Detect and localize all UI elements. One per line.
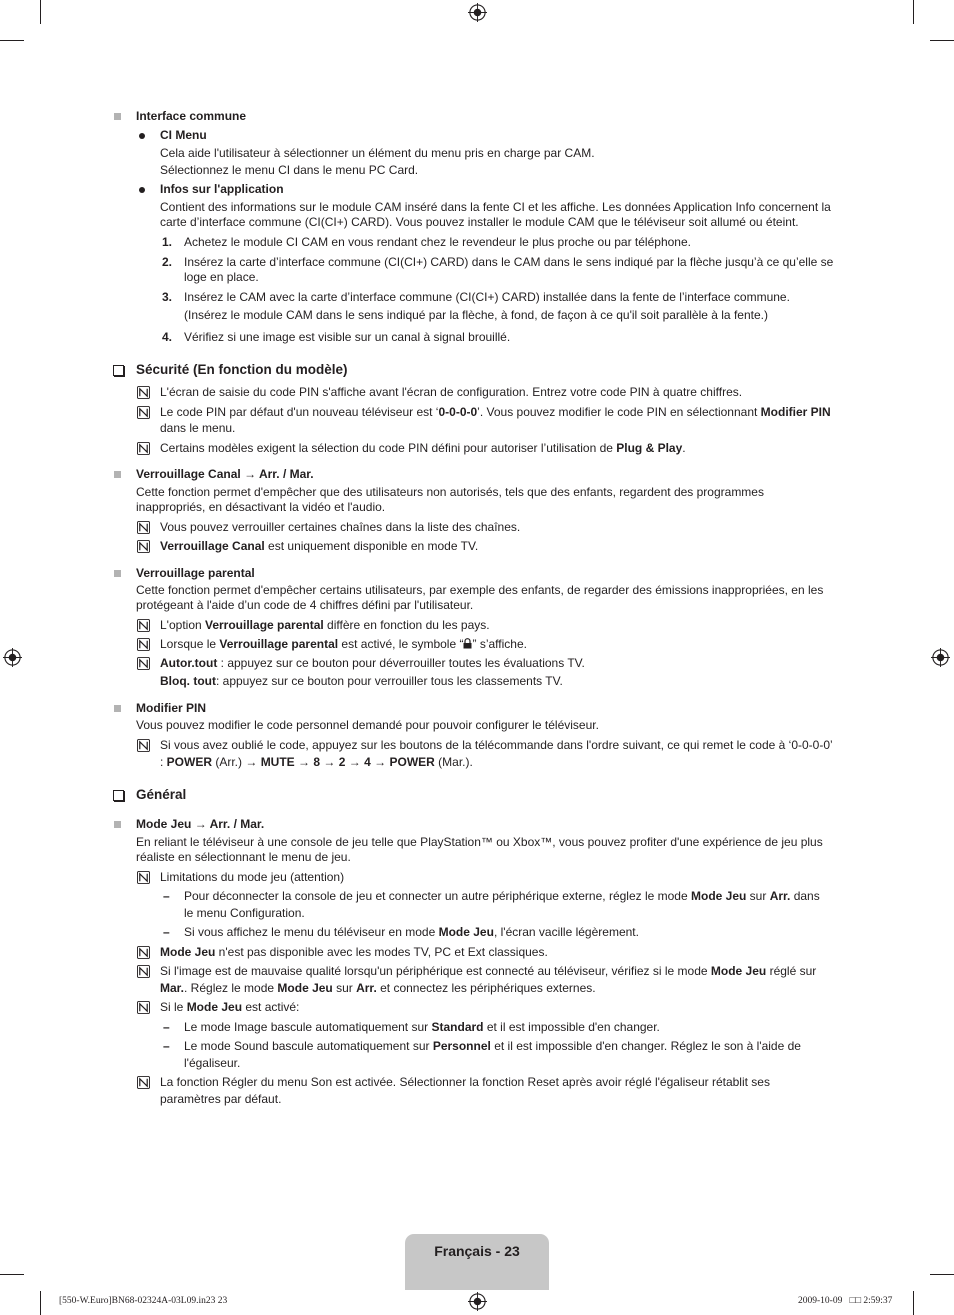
page-number-tab	[405, 1234, 549, 1290]
print-date: 2009-10-09 □□ 2:59:37	[798, 1296, 893, 1306]
note-icon	[137, 619, 150, 632]
note-text: Verrouillage Canal est uniquement disponible en mode TV.	[160, 539, 479, 553]
ci-menu-title: CI Menu	[160, 128, 207, 142]
dash-text: Le mode Sound bascule automatiquement sur Personnel et il est impossible d'en changer. Réglez le son à l'aide de	[184, 1039, 801, 1053]
general-heading: Général	[136, 787, 187, 802]
crop-mark	[40, 1291, 41, 1315]
note-icon	[137, 1001, 150, 1014]
step-text: Achetez le module CI CAM en vous rendant chez le revendeur le plus proche ou par téléphone.	[184, 235, 691, 249]
bullet-dot-icon	[139, 187, 145, 193]
dash-text: le menu Configuration.	[184, 906, 305, 920]
step-text: Insérez la carte d’interface commune (CI(CI+) CARD) dans le CAM dans le sens indiqué par la flèche jusqu’à ce qu’elle se loge en place.	[184, 255, 834, 284]
step-number: 4.	[162, 330, 173, 344]
note-icon	[137, 521, 150, 534]
dash-bullet: –	[163, 925, 170, 939]
app-info-title: Infos sur l'application	[160, 182, 284, 196]
mode-jeu-text: En reliant le téléviseur à une console de jeu telle que PlayStation™ ou Xbox™, vous pouvez profiter d'une expérience de jeu plus réaliste en sélectionnant le menu de jeu.	[136, 835, 823, 864]
registration-mark-icon	[468, 3, 487, 22]
note-icon	[137, 406, 150, 419]
dash-bullet: –	[163, 1020, 170, 1034]
note-icon	[137, 739, 150, 752]
note-icon	[137, 946, 150, 959]
note-text: La fonction Régler du menu Son est activée. Sélectionner la fonction Reset après avoir réglé l'égaliseur rétablit ses	[160, 1075, 770, 1089]
note-text: Lorsque le Verrouillage parental est activé, le symbole “ ” s’affiche.	[160, 637, 527, 651]
registration-mark-icon	[468, 1292, 487, 1311]
section-bullet-icon	[114, 471, 121, 478]
print-file-info: [550-W.Euro]BN68-02324A-03L09.in23 23	[59, 1296, 228, 1306]
step-text: (Insérez le module CAM dans le sens indiqué par la flèche, à fond, de façon à ce qu'il soit parallèle à la fente.)	[184, 308, 768, 322]
dash-text: Pour déconnecter la console de jeu et connecter un autre périphérique externe, réglez le mode Mode Jeu sur Arr. dans	[184, 889, 820, 903]
dash-text: Si vous affichez le menu du téléviseur en mode Mode Jeu, l'écran vacille légèrement.	[184, 925, 639, 939]
section-checkbox-icon	[113, 790, 124, 801]
verrouillage-canal-title: Verrouillage Canal → Arr. / Mar.	[136, 467, 314, 481]
verrouillage-parental-text: Cette fonction permet d'empêcher certains utilisateurs, par exemple des enfants, de regarder des émissions inappropriées, en les protégeant à l'aide d’un code de 4 chiffres défini par l'utilisateur.	[136, 583, 824, 612]
crop-mark	[913, 0, 914, 24]
note-text: Vous pouvez verrouiller certaines chaînes dans la liste des chaînes.	[160, 520, 521, 534]
note-text: Le code PIN par défaut d'un nouveau téléviseur est ‘0-0-0-0’. Vous pouvez modifier le code PIN en sélectionnant Modifier PIN	[160, 405, 831, 419]
modifier-pin-text: Vous pouvez modifier le code personnel demandé pour pouvoir configurer le téléviseur.	[136, 718, 599, 732]
crop-mark	[913, 1291, 914, 1315]
note-text: Si l'image est de mauvaise qualité lorsqu'un périphérique est connecté au téléviseur, vérifiez si le mode Mode Jeu réglé sur	[160, 964, 817, 978]
note-icon	[137, 965, 150, 978]
note-icon	[137, 540, 150, 553]
note-text: Autor.tout : appuyez sur ce bouton pour déverrouiller toutes les évaluations TV.	[160, 656, 585, 670]
section-bullet-icon	[114, 113, 121, 120]
dash-bullet: –	[163, 889, 170, 903]
ci-menu-line: Cela aide l'utilisateur à sélectionner un élément du menu pris en charge par CAM.	[160, 146, 595, 160]
securite-heading: Sécurité (En fonction du modèle)	[136, 362, 348, 377]
note-text: Certains modèles exigent la sélection du code PIN défini pour autoriser l’utilisation de Plug & Play.	[160, 441, 686, 455]
page-number: Français - 23	[434, 1243, 520, 1259]
step-number: 2.	[162, 255, 173, 269]
note-text: dans le menu.	[160, 421, 236, 435]
step-number: 3.	[162, 290, 173, 304]
note-icon	[137, 638, 150, 651]
registration-mark-icon	[931, 648, 950, 667]
crop-mark	[40, 0, 41, 24]
bullet-dot-icon	[139, 133, 145, 139]
step-text: Insérez le CAM avec la carte d’interface commune (CI(CI+) CARD) installée dans la fente de l’interface commune.	[184, 290, 790, 304]
note-text: Limitations du mode jeu (attention)	[160, 870, 345, 884]
crop-mark	[930, 1274, 954, 1275]
mode-jeu-title: Mode Jeu → Arr. / Mar.	[136, 817, 265, 831]
section-bullet-icon	[114, 821, 121, 828]
note-text: Mode Jeu n'est pas disponible avec les modes TV, PC et Ext classiques.	[160, 945, 548, 959]
app-info-text: Contient des informations sur le module CAM inséré dans la fente CI et les affiche. Les données Application Info concernent la carte d’interface commune (CI(CI+) CARD). Vous pouvez installer le module CAM que le téléviseur soit allumé ou éteint.	[160, 200, 831, 229]
note-text: paramètres par défaut.	[160, 1092, 282, 1106]
note-icon	[137, 871, 150, 884]
crop-mark	[0, 1274, 24, 1275]
note-text: L'option Verrouillage parental diffère en fonction du les pays.	[160, 618, 490, 632]
note-text: Si vous avez oublié le code, appuyez sur les boutons de la télécommande dans l'ordre suivant, ce qui remet le code à ‘0-0-0-0’	[160, 738, 833, 752]
section-bullet-icon	[114, 570, 121, 577]
ci-menu-line: Sélectionnez le menu CI dans le menu PC Card.	[160, 163, 419, 177]
crop-mark	[930, 40, 954, 41]
step-number: 1.	[162, 235, 173, 249]
dash-text: l'égaliseur.	[184, 1056, 241, 1070]
interface-title: Interface commune	[136, 109, 247, 123]
note-icon	[137, 442, 150, 455]
modifier-pin-title: Modifier PIN	[136, 701, 207, 715]
note-icon	[137, 657, 150, 670]
dash-text: Le mode Image bascule automatiquement sur Standard et il est impossible d'en changer.	[184, 1020, 660, 1034]
dash-bullet: –	[163, 1039, 170, 1053]
step-text: Vérifiez si une image est visible sur un canal à signal brouillé.	[184, 330, 511, 344]
verrouillage-canal-text: Cette fonction permet d'empêcher que des utilisateurs non autorisés, tels que des enfants, regardent des programmes inappropriés, en désactivant la vidéo et l'audio.	[136, 485, 764, 514]
note-icon	[137, 386, 150, 399]
note-text: L'écran de saisie du code PIN s'affiche avant l'écran de configuration. Entrez votre code PIN à quatre chiffres.	[160, 385, 743, 399]
note-text: Bloq. tout: appuyez sur ce bouton pour verrouiller tous les classements TV.	[160, 674, 563, 688]
note-text: : POWER (Arr.) → MUTE → 8 → 2 → 4 → POWER (Mar.).	[160, 755, 473, 769]
section-checkbox-icon	[113, 365, 124, 376]
note-text: Si le Mode Jeu est activé:	[160, 1000, 300, 1014]
note-text: Mar.. Réglez le mode Mode Jeu sur Arr. et connectez les périphériques externes.	[160, 981, 596, 995]
crop-mark	[0, 40, 24, 41]
registration-mark-icon	[3, 648, 22, 667]
section-bullet-icon	[114, 705, 121, 712]
verrouillage-parental-title: Verrouillage parental	[136, 566, 255, 580]
note-icon	[137, 1076, 150, 1089]
